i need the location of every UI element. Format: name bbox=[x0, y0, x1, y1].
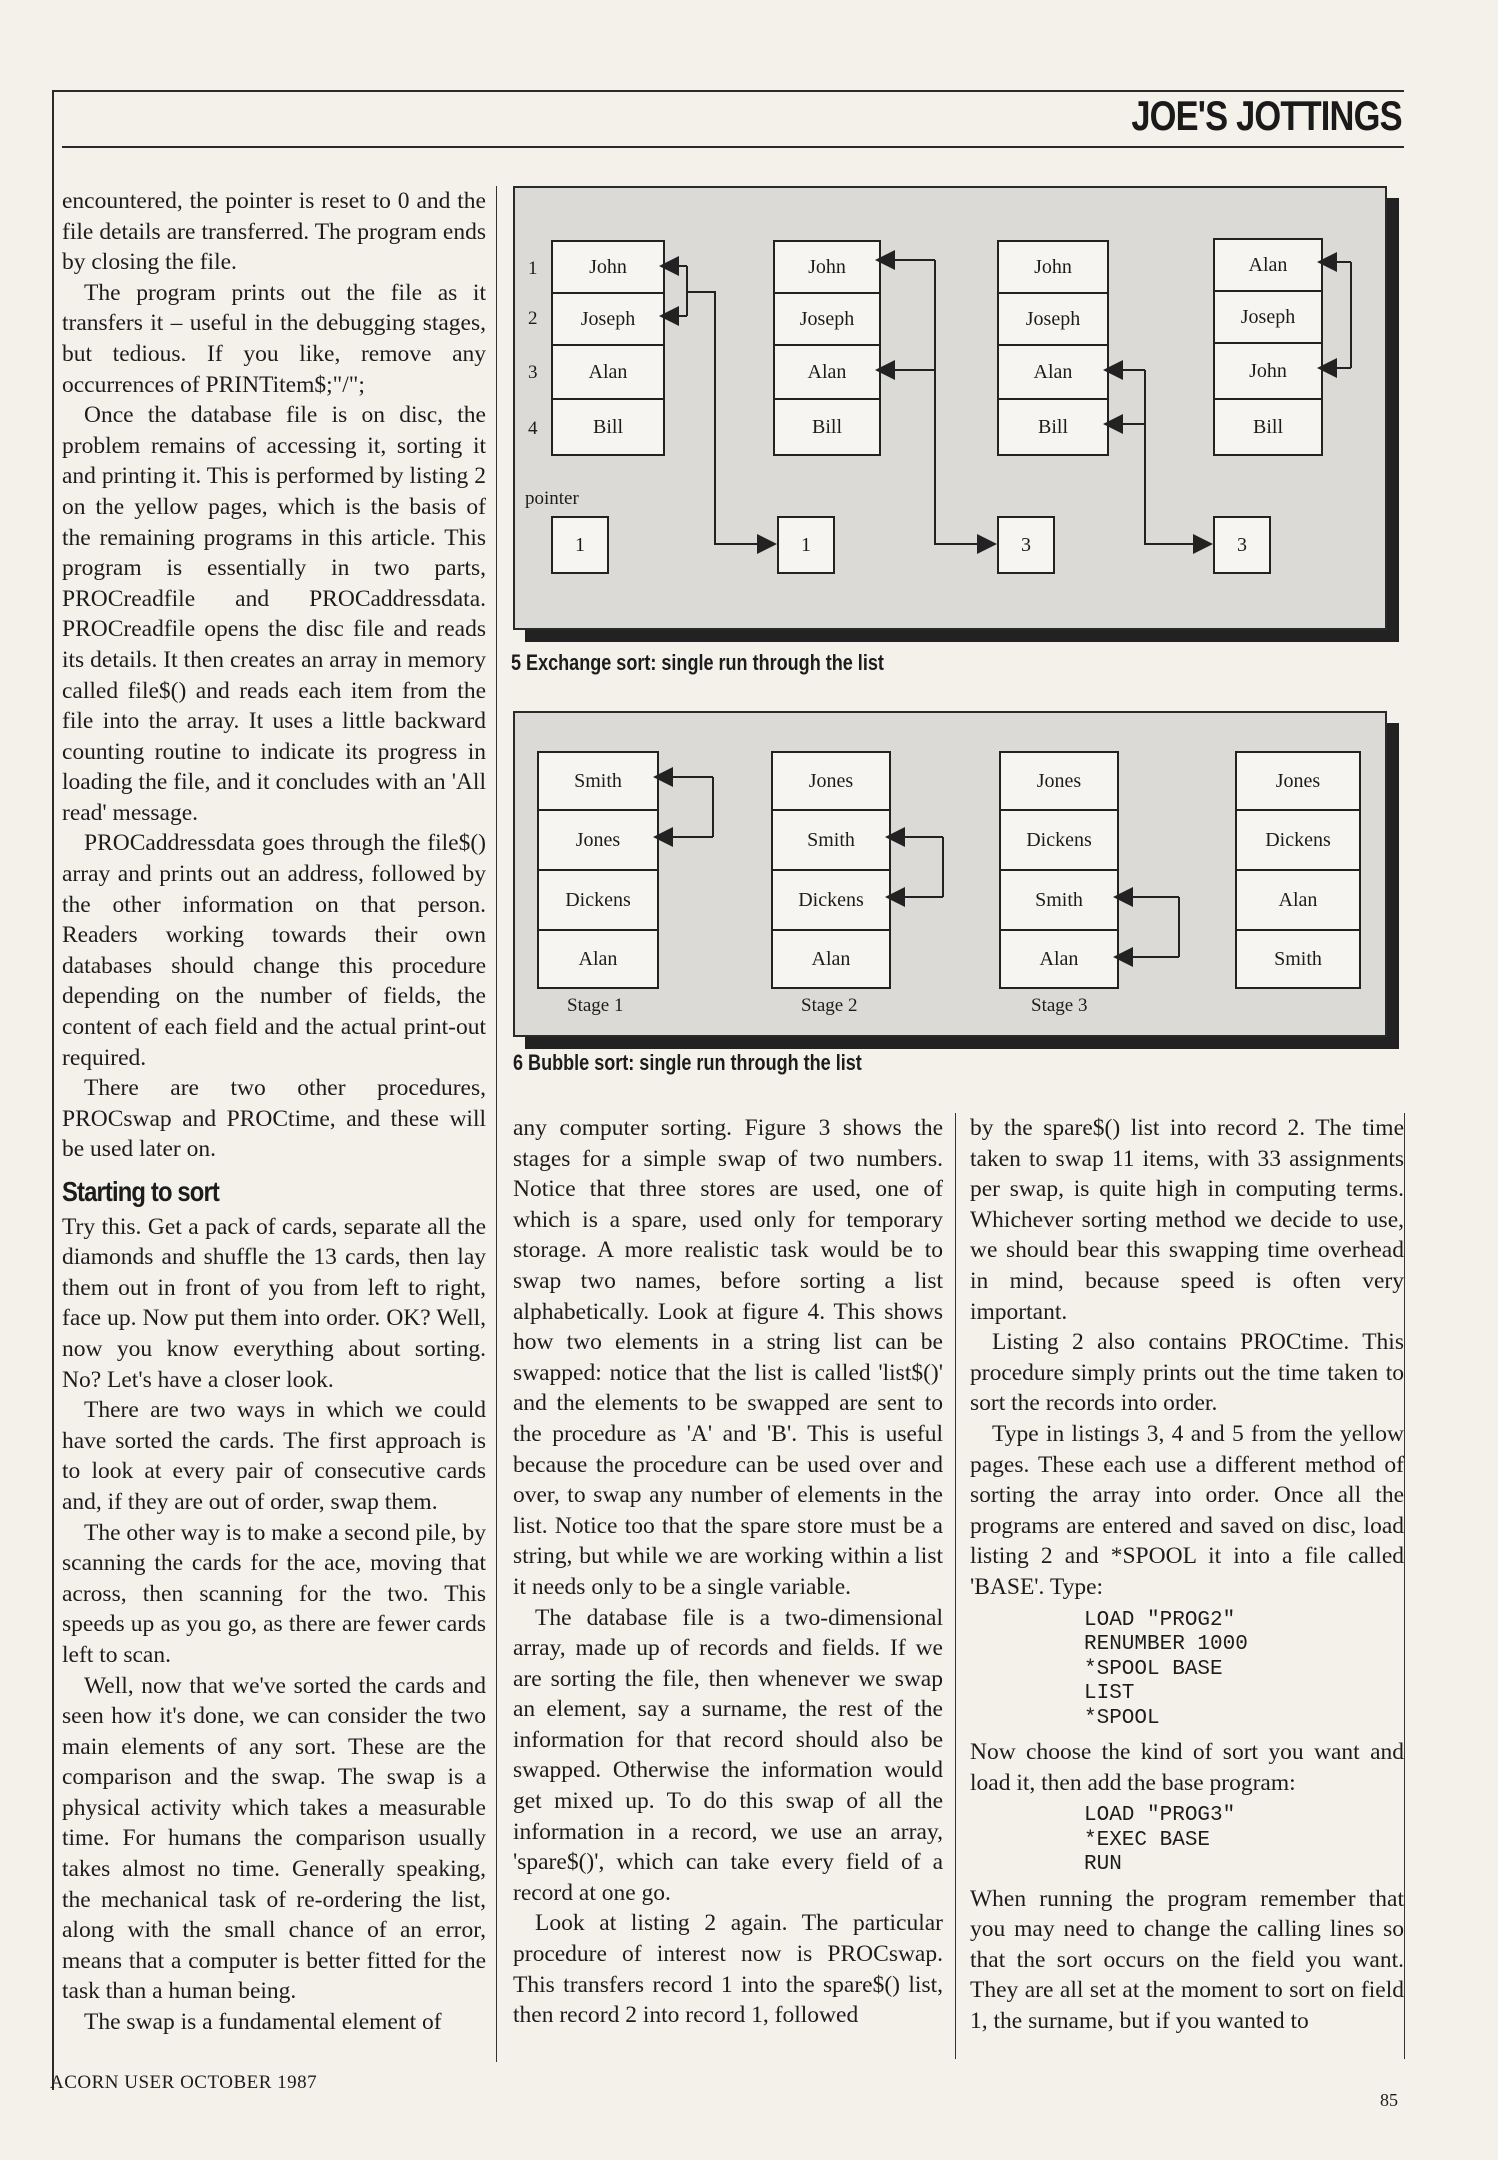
column-divider bbox=[955, 1113, 956, 2059]
row-number: 4 bbox=[528, 418, 538, 439]
stage-label: Stage 1 bbox=[567, 995, 624, 1016]
paragraph: The swap is a fundamental element of bbox=[84, 2009, 442, 2036]
paragraph: any computer sorting. Figure 3 shows the stages for a simple swap of two numbers. Notice that three stores are used, one of which is a spare, used only for temporary storage. A more realistic task would be to swap two names, before sorting a list alphabetically. Look at figure 4. This shows how two elements in a string list can be swapped: notice that the list is called 'list$()' and the elements to be swapped are sent to the procedure as 'A' and 'B'. This is useful because the procedure can be used over and over, to swap any number of elements in the list. Notice too that the spare store must be a string, but while we are working within a list it needs only to be a single variable. bbox=[513, 1115, 943, 1600]
paragraph: Once the database file is on disc, the problem remains of accessing it, sorting it and printing it. This is performed by listing 2 on the yellow pages, which is the basis of the remaining programs in this article. This program is essentially in two parts, PROCreadfile and PROCaddressdata. PROCreadfile opens the disc file and reads its details. It then creates an array in memory called file$() and reads each item from the file into the array. It uses a little backward counting routine to indicate its progress in loading the file, and it concludes with an 'All read' message. bbox=[62, 402, 486, 826]
stage-label: Stage 2 bbox=[801, 995, 858, 1016]
list-cell: Bill bbox=[773, 398, 881, 456]
list-cell: Jones bbox=[537, 809, 659, 871]
subheading: Starting to sort bbox=[62, 1176, 219, 1207]
pointer-box: 3 bbox=[997, 516, 1055, 574]
column-divider bbox=[496, 186, 497, 2062]
list-cell: Smith bbox=[1235, 929, 1361, 989]
exchange-arrows bbox=[515, 188, 1385, 628]
paragraph: Try this. Get a pack of cards, separate all the diamonds and shuffle the 13 cards, then lay them out in front of you from left to right, face up. Now put them into order. OK? Well, now you know everything about sorting. No? Let's have a closer look. bbox=[62, 1213, 486, 1393]
header-rule bbox=[62, 146, 1404, 148]
list-cell: Alan bbox=[771, 929, 891, 989]
list-cell: Jones bbox=[1235, 751, 1361, 811]
pointer-label: pointer bbox=[525, 488, 579, 509]
list-cell: Alan bbox=[1235, 869, 1361, 931]
figure-caption: 6 Bubble sort: single run through the list bbox=[513, 1050, 862, 1075]
list-cell: Dickens bbox=[999, 809, 1119, 871]
list-cell: Bill bbox=[997, 398, 1109, 456]
publication-footer: ACORN USER OCTOBER 1987 bbox=[50, 2072, 318, 2093]
row-number: 1 bbox=[528, 258, 538, 279]
list-cell: Bill bbox=[1213, 398, 1323, 456]
figure-caption: 5 Exchange sort: single run through the list bbox=[511, 650, 884, 675]
row-number: 2 bbox=[528, 308, 538, 329]
row-number: 3 bbox=[528, 362, 538, 383]
column-2 bbox=[513, 1113, 943, 2031]
list-cell: Jones bbox=[999, 751, 1119, 811]
list-cell: Joseph bbox=[773, 292, 881, 346]
list-cell: John bbox=[997, 240, 1109, 294]
list-cell: Alan bbox=[997, 344, 1109, 400]
list-cell: Smith bbox=[771, 809, 891, 871]
stage-label: Stage 3 bbox=[1031, 995, 1088, 1016]
paragraph: Well, now that we've sorted the cards and seen how it's done, we can consider the two main elements of any sort. These are the comparison and the swap. The swap is a physical activity which takes a measurable time. For humans the comparison usually takes almost no time. Generally speaking, the mechanical task of re-ordering the list, along with the small chance of an error, means that a computer is better fitted for the task than a human being. bbox=[62, 1672, 486, 2005]
paragraph: There are two ways in which we could have sorted the cards. The first approach is to look at every pair of consecutive cards and, if they are out of order, swap them. bbox=[62, 1397, 486, 1515]
paragraph: Look at listing 2 again. The particular procedure of interest now is PROCswap. This transfers record 1 into the spare$() list, then record 2 into record 1, followed bbox=[513, 1910, 943, 2029]
list-cell: Alan bbox=[999, 929, 1119, 989]
list-cell: Jones bbox=[771, 751, 891, 811]
paragraph: Type in listings 3, 4 and 5 from the yellow pages. These each use a different method of sorting the array into order. Once all the programs are entered and saved on disc, load listing 2 and *SPOOL it into a file called 'BASE'. Type: bbox=[970, 1420, 1404, 1600]
list-cell: Alan bbox=[1213, 238, 1323, 292]
figure-exchange-sort bbox=[513, 186, 1387, 630]
list-cell: John bbox=[551, 240, 665, 294]
code-listing: LOAD "PROG3" *EXEC BASE RUN bbox=[1084, 1804, 1236, 1877]
list-cell: Dickens bbox=[537, 869, 659, 931]
section-title: JOE'S JOTTINGS bbox=[1131, 92, 1402, 139]
list-cell: Alan bbox=[537, 929, 659, 989]
list-cell: John bbox=[773, 240, 881, 294]
list-cell: Alan bbox=[773, 344, 881, 400]
list-cell: Joseph bbox=[997, 292, 1109, 346]
list-cell: Joseph bbox=[551, 292, 665, 346]
bubble-arrows bbox=[515, 713, 1385, 1035]
left-rule bbox=[52, 90, 54, 2090]
list-cell: Smith bbox=[537, 751, 659, 811]
list-cell: Dickens bbox=[1235, 809, 1361, 871]
paragraph: The other way is to make a second pile, by scanning the cards for the ace, moving that across, then scanning for the two. This speeds up as you go, as there are fewer cards left to scan. bbox=[62, 1519, 486, 1668]
page-number: 85 bbox=[1380, 2090, 1398, 2110]
paragraph: PROCaddressdata goes through the file$() array and prints out an address, followed by the other information on that person. Readers working towards their own databases should change this procedure depending on the number of fields, the content of each field and the actual print-out required. bbox=[62, 830, 486, 1071]
paragraph: by the spare$() list into record 2. The time taken to swap 11 items, with 33 assignments per swap, is quite high in computing terms. Whichever sorting method we decide to use, we should bear this swapping time overhead in mind, because speed is often very important. bbox=[970, 1115, 1404, 1325]
right-rule bbox=[1404, 1113, 1405, 2059]
list-cell: Joseph bbox=[1213, 290, 1323, 344]
paragraph: encountered, the pointer is reset to 0 and the file details are transferred. The program ends by closing the file. bbox=[62, 188, 486, 276]
list-cell: Smith bbox=[999, 869, 1119, 931]
paragraph: Now choose the kind of sort you want and load it, then add the base program: bbox=[970, 1739, 1404, 1796]
pointer-box: 1 bbox=[777, 516, 835, 574]
pointer-box: 1 bbox=[551, 516, 609, 574]
paragraph: Listing 2 also contains PROCtime. This procedure simply prints out the time taken to sort the records into order. bbox=[970, 1329, 1404, 1417]
column-1 bbox=[62, 186, 486, 2038]
paragraph: When running the program remember that you may need to change the calling lines so that the sort occurs on the field you want. They are all set at the moment to sort on field 1, the surname, but if you wanted to bbox=[970, 1885, 1404, 2035]
list-cell: Alan bbox=[551, 344, 665, 400]
list-cell: Bill bbox=[551, 398, 665, 456]
paragraph: The program prints out the file as it transfers it – useful in the debugging stages, but tedious. If you like, remove any occurrences of PRINTitem$;"/"; bbox=[62, 279, 486, 398]
pointer-box: 3 bbox=[1213, 516, 1271, 574]
list-cell: John bbox=[1213, 342, 1323, 400]
code-listing: LOAD "PROG2" RENUMBER 1000 *SPOOL BASE LIST *SPOOL bbox=[1084, 1608, 1248, 1730]
column-3 bbox=[970, 1113, 1404, 2037]
paragraph: There are two other procedures, PROCswap and PROCtime, and these will be used later on. bbox=[62, 1075, 486, 1163]
list-cell: Dickens bbox=[771, 869, 891, 931]
paragraph: The database file is a two-dimensional array, made up of records and fields. If we are sorting the file, then whenever we swap an element, say a surname, the rest of the information for that record should also be swapped. Otherwise the information would get mixed up. To do this swap of all the information in a record, we use an array, 'spare$()', which can take every field of a record at one go. bbox=[513, 1604, 943, 1906]
figure-bubble-sort bbox=[513, 711, 1387, 1037]
